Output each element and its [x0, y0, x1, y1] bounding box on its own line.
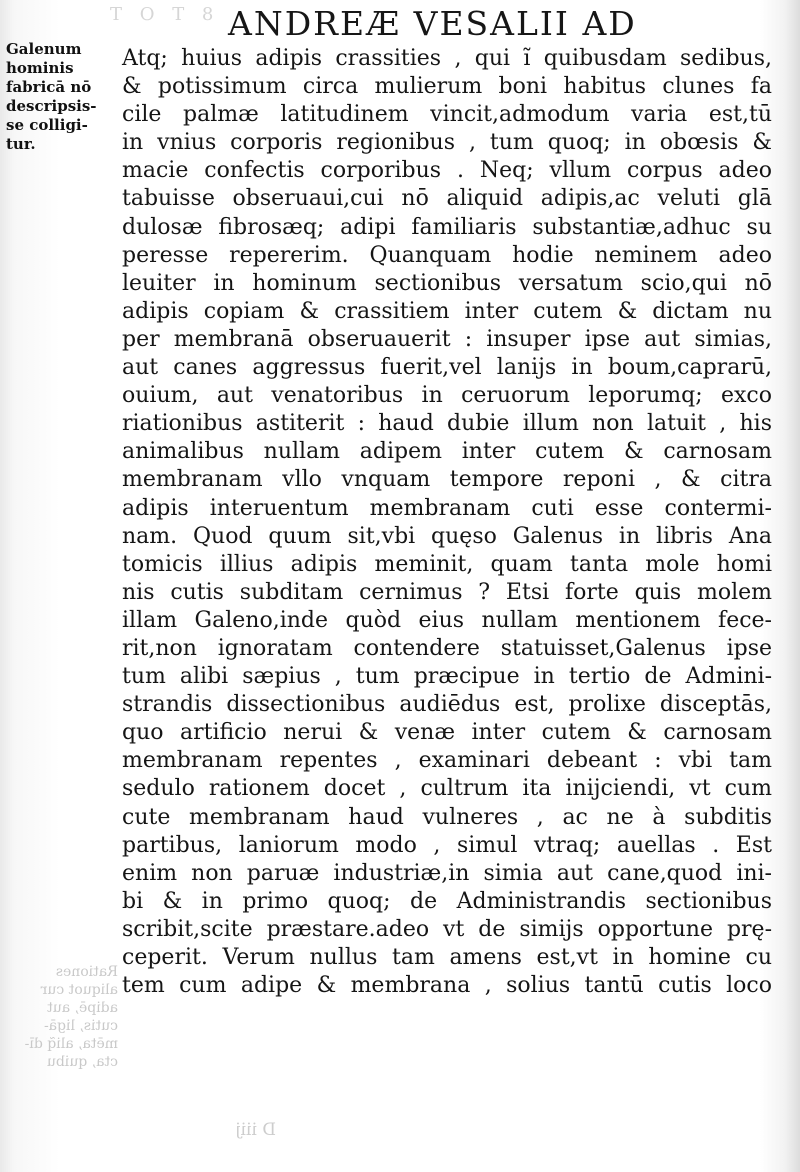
- bleed-line: mēta, aliq̃ dī-: [24, 1036, 118, 1052]
- text-line: riationibus astiterit : haud dubie illum non latuit , his: [122, 411, 772, 437]
- bleed-through-signature: D iiij: [235, 1120, 276, 1140]
- text-line: nis cutis subditam cernimus ? Etsi forte quis molem: [122, 579, 772, 605]
- text-line: tabuisse obseruaui,cui nō aliquid adipis,ac veluti glā: [122, 186, 772, 212]
- bleed-line: aliquot cur: [40, 982, 118, 998]
- text-line: leuiter in hominum sectionibus versatum scio,qui nō: [122, 270, 772, 296]
- text-line: illam Galeno,inde quòd eius nullam mentionem fece-: [122, 607, 772, 633]
- text-line: peresse repererim. Quanquam hodie neminem adeo: [122, 242, 772, 268]
- text-line: membranam vllo vnquam tempore reponi , & citra: [122, 467, 772, 493]
- text-line: & potissimum circa mulierum boni habitus clunes fa: [122, 74, 772, 100]
- text-line: membranam repentes , examinari debeant : vbi tam: [122, 748, 772, 774]
- text-line: tem cum adipe & membrana , solius tantū cutis loco: [122, 973, 772, 999]
- marginal-note: [6, 40, 114, 154]
- text-line: scribit,scite præstare.adeo vt de simijs opportune prę-: [122, 916, 772, 942]
- body-text: [122, 45, 772, 1000]
- text-line: bi & in primo quoq; de Administrandis sectionibus: [122, 888, 772, 914]
- text-line: tum alibi sæpius , tum præcipue in tertio de Admini-: [122, 664, 772, 690]
- text-line: strandis dissectionibus audiēdus est, prolixe disceptās,: [122, 692, 772, 718]
- marginal-note-line: hominis: [6, 59, 74, 77]
- text-line: Atq; huius adipis crassities , qui ĩ quibusdam sedibus,: [122, 46, 772, 71]
- text-line: macie confectis corporibus . Neq; vllum corpus adeo: [122, 158, 772, 184]
- marginal-note-line: fabricā nō: [6, 78, 92, 96]
- text-line: dulosæ fibrosæq; adipi familiaris substantiæ,adhuc su: [122, 214, 772, 240]
- bleed-line: Rationes: [55, 964, 118, 980]
- text-line: rit,non ignoratam contendere statuisset,Galenus ipse: [122, 635, 772, 661]
- running-head: ANDREÆ VESALII AD: [228, 4, 637, 43]
- text-line: sedulo rationem docet , cultrum ita inijciendi, vt cum: [122, 776, 772, 802]
- marginal-note-line: descripsis-: [6, 97, 97, 115]
- bleed-through-header: T O T 8: [110, 4, 220, 25]
- marginal-note-line: Galenum: [6, 40, 82, 58]
- text-line: aut canes aggressus fuerit,vel lanijs in boum,caprarū,: [122, 355, 772, 381]
- bleed-through-margin-note: [10, 963, 118, 1071]
- text-line: partibus, laniorum modo , simul vtraq; auellas . Est: [122, 832, 772, 858]
- text-line: animalibus nullam adipem inter cutem & carnosam: [122, 439, 772, 465]
- text-line: per membranā obseruauerit : insuper ipse aut simias,: [122, 326, 772, 352]
- bleed-line: cutis, ligā-: [43, 1018, 118, 1034]
- marginal-note-line: se colligi-: [6, 116, 88, 134]
- text-line: nam. Quod quum sit,vbi quęso Galenus in libris Ana: [122, 523, 772, 549]
- text-line: quo artificio nerui & venæ inter cutem & carnosam: [122, 720, 772, 746]
- text-line: cile palmæ latitudinem vincit,admodum varia est,tū: [122, 102, 772, 128]
- bleed-line: cta, quibu: [46, 1054, 118, 1070]
- bleed-line: adipē, aut: [47, 1000, 118, 1016]
- text-line: adipis copiam & crassitiem inter cutem & dictam nu: [122, 298, 772, 324]
- text-line: cute membranam haud vulneres , ac ne à subditis: [122, 804, 772, 830]
- text-line: tomicis illius adipis meminit, quam tanta mole homi: [122, 551, 772, 577]
- text-line: adipis interuentum membranam cuti esse contermi-: [122, 495, 772, 521]
- marginal-note-line: tur.: [6, 135, 36, 153]
- text-line: ouium, aut venatoribus in ceruorum leporumq; exco: [122, 383, 772, 409]
- text-line: ceperit. Verum nullus tam amens est,vt in homine cu: [122, 945, 772, 970]
- text-line: in vnius corporis regionibus , tum quoq; in obœsis &: [122, 130, 772, 156]
- text-line: enim non paruæ industriæ,in simia aut cane,quod ini-: [122, 860, 772, 886]
